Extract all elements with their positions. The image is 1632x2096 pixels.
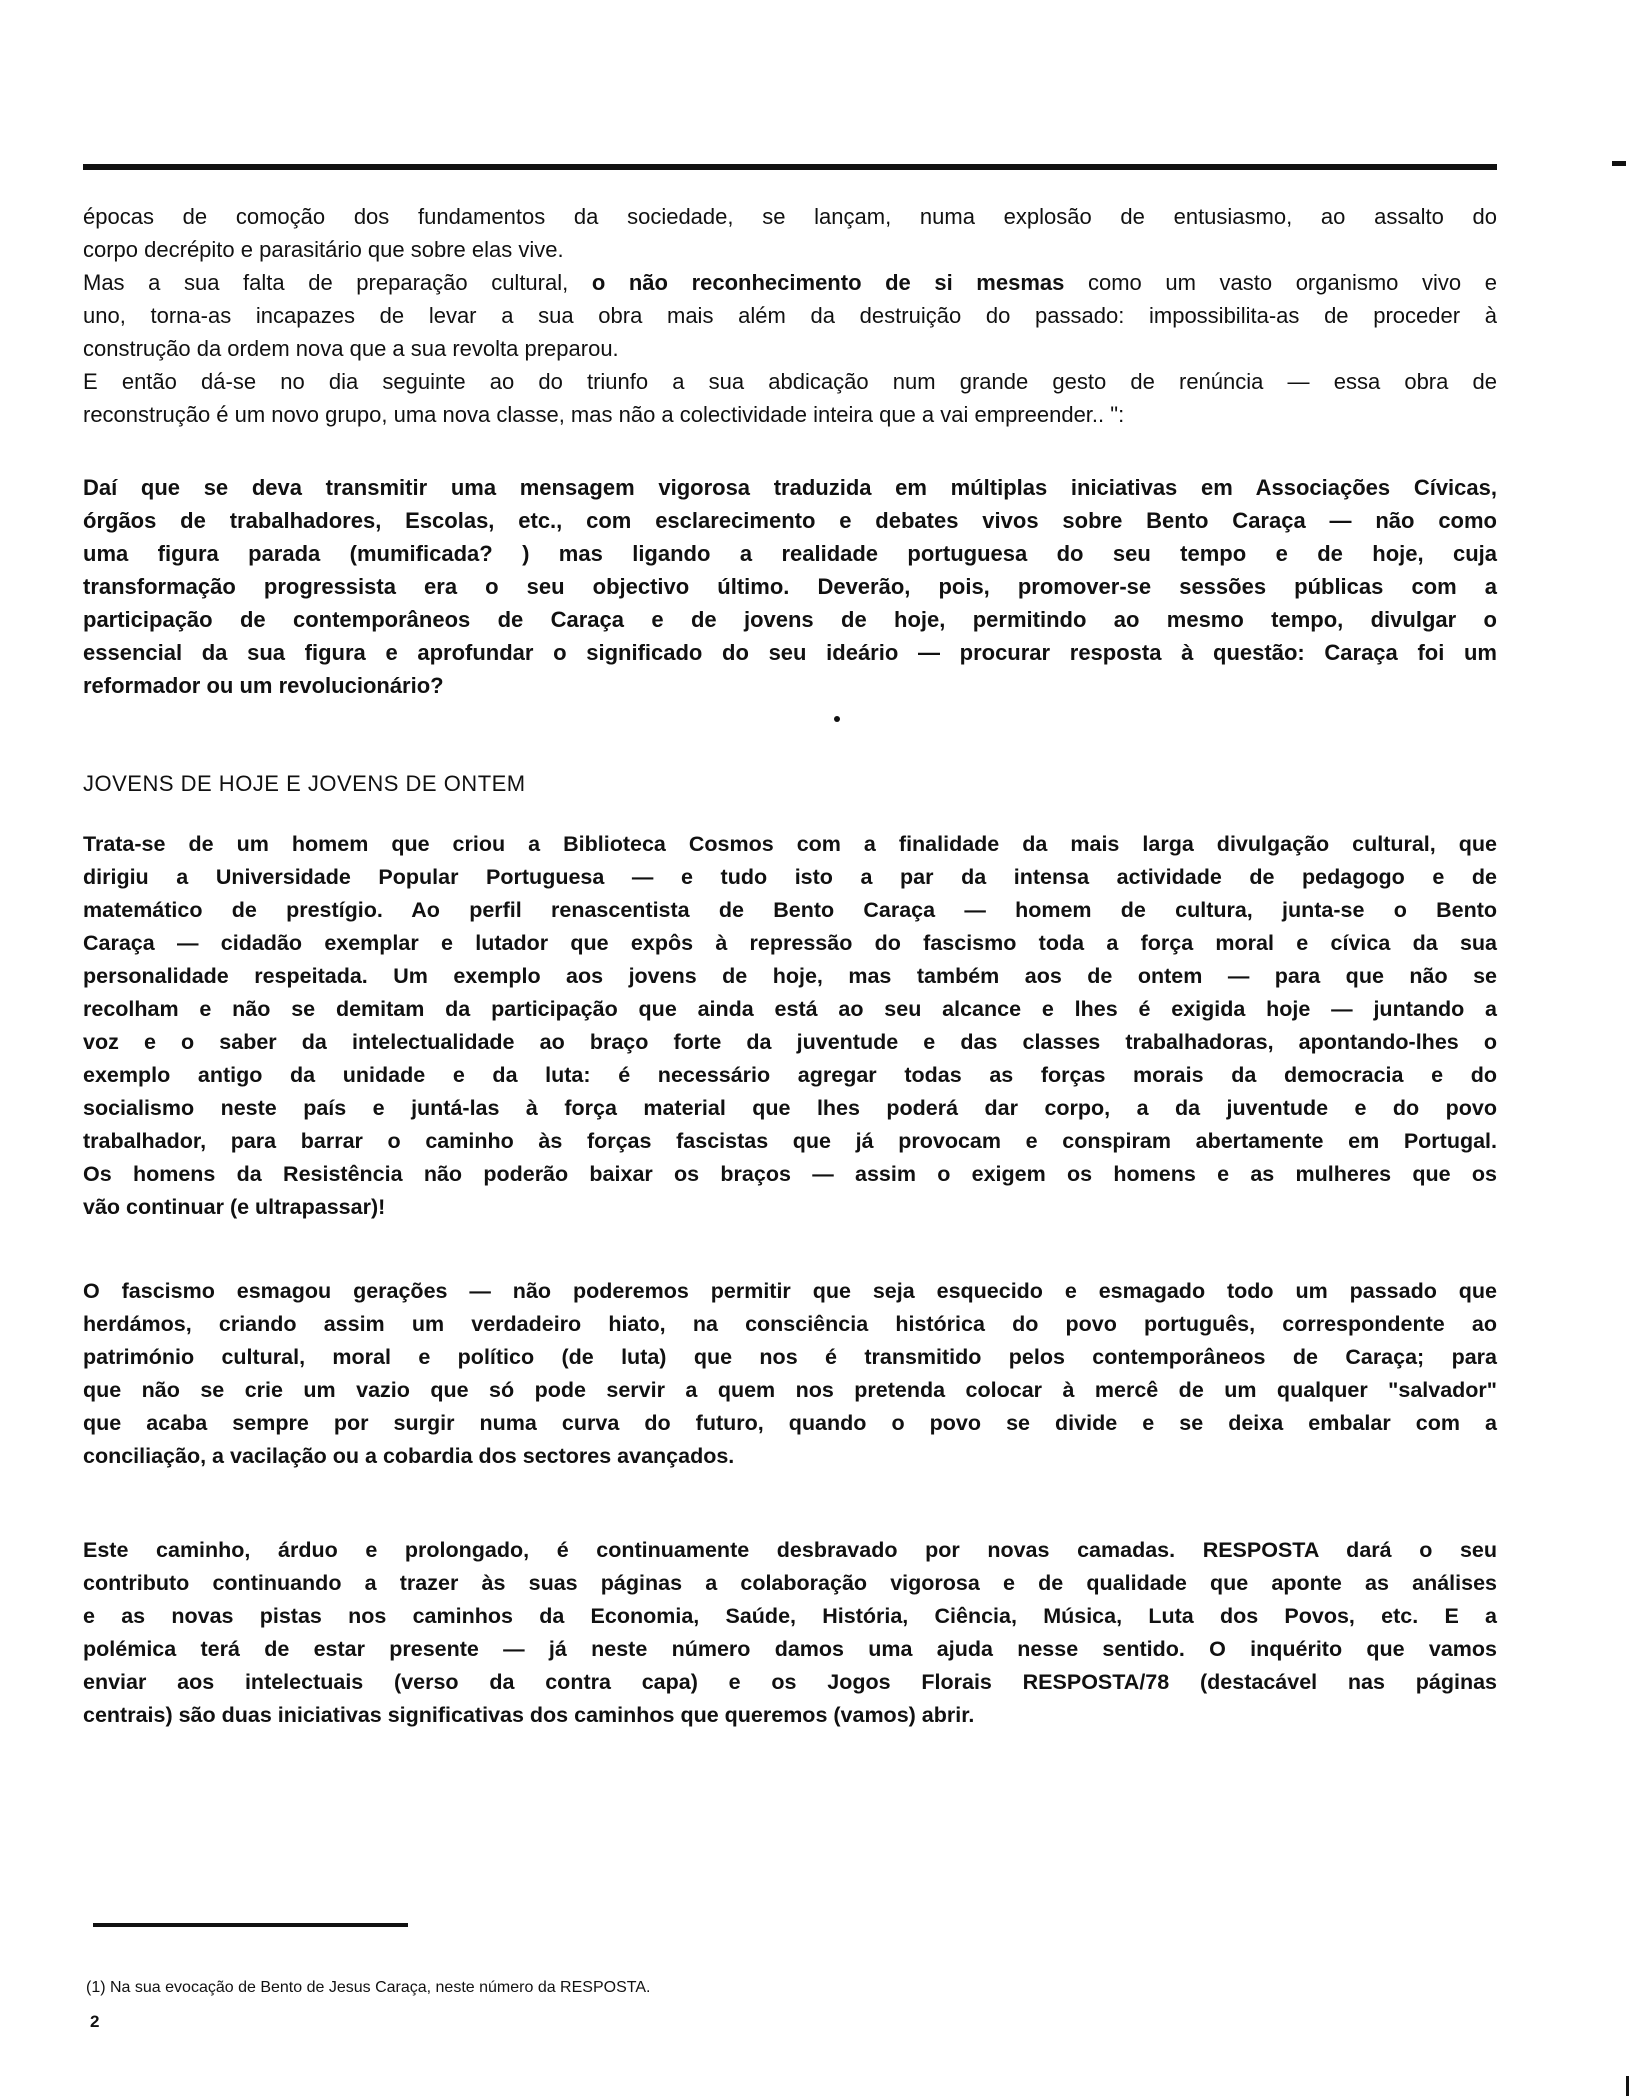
text-line: [83, 1666, 1497, 1699]
text-segment: participação de contemporâneos de Caraça e de jovens de hoje, permitindo ao mesmo tempo, divulgar o: [83, 607, 1497, 632]
text-segment: voz e o saber da intelectualidade ao braço forte da juventude e das classes trabalhadoras, apontando-lhes o: [83, 1030, 1497, 1054]
text-segment: construção da ordem nova que a sua revolta preparou.: [83, 336, 619, 361]
footnote: (1) Na sua evocação de Bento de Jesus Caraça, neste número da RESPOSTA.: [86, 1979, 651, 1996]
text-segment: dirigiu a Universidade Popular Portuguesa — e tudo isto a par da intensa actividade de pedagogo e de: [83, 865, 1497, 889]
fascismo-paragraph: [83, 1275, 1497, 1473]
text-line: [83, 537, 1497, 570]
text-segment: Os homens da Resistência não poderão baixar os braços — assim o exigem os homens e as mulheres que os: [83, 1162, 1497, 1186]
section-heading: JOVENS DE HOJE E JOVENS DE ONTEM: [83, 771, 526, 796]
footnote-rule: [93, 1923, 408, 1927]
text-segment: património cultural, moral e político (de luta) que nos é transmitido pelos contemporâneos de Caraça; para: [83, 1345, 1497, 1369]
text-line: [83, 570, 1497, 603]
text-segment: matemático de prestígio. Ao perfil renascentista de Bento Caraça — homem de cultura, junta-se o Bento: [83, 898, 1497, 922]
caminho-paragraph: [83, 1534, 1497, 1732]
text-line: [83, 365, 1497, 398]
text-segment: e as novas pistas nos caminhos da Economia, Saúde, História, Ciência, Música, Luta dos Povos, etc. E a: [83, 1604, 1497, 1628]
text-line: [83, 861, 1497, 894]
text-line: [83, 332, 1497, 365]
ink-speck: [834, 716, 840, 722]
text-line: [83, 299, 1497, 332]
text-line: [83, 1440, 1497, 1473]
text-segment: Este caminho, árduo e prolongado, é continuamente desbravado por novas camadas. RESPOSTA dará o seu: [83, 1538, 1497, 1562]
text-line: [83, 1534, 1497, 1567]
text-line: [83, 1699, 1497, 1732]
text-segment: socialismo neste país e juntá-las à força material que lhes poderá dar corpo, a da juventude e do povo: [83, 1096, 1497, 1120]
text-line: [83, 669, 1497, 702]
text-line: [83, 1158, 1497, 1191]
homem-paragraph: [83, 828, 1497, 1224]
text-line: [83, 960, 1497, 993]
text-segment: essencial da sua figura e aprofundar o significado do seu ideário — procurar resposta à questão: Caraça foi um: [83, 640, 1497, 665]
text-line: [83, 398, 1497, 431]
text-line: [83, 1125, 1497, 1158]
text-segment: E então dá-se no dia seguinte ao do triunfo a sua abdicação num grande gesto de renúncia — essa obra de: [83, 369, 1497, 394]
text-segment: enviar aos intelectuais (verso da contra capa) e os Jogos Florais RESPOSTA/78 (destacável nas páginas: [83, 1670, 1497, 1694]
text-segment: Caraça — cidadão exemplar e lutador que expôs à repressão do fascismo toda a força moral e cívica da sua: [83, 931, 1497, 955]
top-rule: [83, 164, 1497, 170]
text-segment: centrais) são duas iniciativas significativas dos caminhos que queremos (vamos) abrir.: [83, 1703, 975, 1727]
text-segment: Trata-se de um homem que criou a Biblioteca Cosmos com a finalidade da mais larga divulgação cultural, que: [83, 832, 1497, 856]
text-segment: trabalhador, para barrar o caminho às forças fascistas que já provocam e conspiram abertamente em Portugal.: [83, 1129, 1497, 1153]
text-line: [83, 471, 1497, 504]
text-segment: que não se crie um vazio que só pode servir a quem nos pretenda colocar à mercê de um qualquer "salvador": [83, 1378, 1497, 1402]
quote-continuation-paragraph: [83, 200, 1497, 431]
text-segment: exemplo antigo da unidade e da luta: é necessário agregar todas as forças morais da democracia e do: [83, 1063, 1497, 1087]
text-line: [83, 1341, 1497, 1374]
text-segment: uma figura parada (mumificada? ) mas ligando a realidade portuguesa do seu tempo e de hoje, cuja: [83, 541, 1497, 566]
message-paragraph: [83, 471, 1497, 702]
text-line: [83, 636, 1497, 669]
margin-mark: [1612, 161, 1626, 166]
text-line: [83, 894, 1497, 927]
text-segment: conciliação, a vacilação ou a cobardia dos sectores avançados.: [83, 1444, 735, 1468]
text-segment: como um vasto organismo vivo e: [1064, 270, 1497, 295]
text-segment: O fascismo esmagou gerações — não poderemos permitir que seja esquecido e esmagado todo um passado que: [83, 1279, 1497, 1303]
text-segment: reconstrução é um novo grupo, uma nova classe, mas não a colectividade inteira que a vai empreender.. ":: [83, 402, 1125, 427]
text-line: [83, 233, 1497, 266]
text-line: [83, 1092, 1497, 1125]
text-line: [83, 1059, 1497, 1092]
text-line: [83, 1600, 1497, 1633]
text-segment: vão continuar (e ultrapassar)!: [83, 1195, 386, 1219]
text-segment: reformador ou um revolucionário?: [83, 673, 444, 698]
text-line: [83, 1567, 1497, 1600]
text-segment: épocas de comoção dos fundamentos da sociedade, se lançam, numa explosão de entusiasmo, ao assalto do: [83, 204, 1497, 229]
text-segment: personalidade respeitada. Um exemplo aos jovens de hoje, mas também aos de ontem — para que não se: [83, 964, 1497, 988]
text-segment: polémica terá de estar presente — já neste número damos uma ajuda nesse sentido. O inquérito que vamos: [83, 1637, 1497, 1661]
text-segment: Daí que se deva transmitir uma mensagem vigorosa traduzida em múltiplas iniciativas em Associações Cívicas,: [83, 475, 1497, 500]
text-line: [83, 1374, 1497, 1407]
text-line: [83, 504, 1497, 537]
text-line: [83, 1407, 1497, 1440]
text-segment: órgãos de trabalhadores, Escolas, etc., com esclarecimento e debates vivos sobre Bento Caraça — não como: [83, 508, 1497, 533]
text-segment: que acaba sempre por surgir numa curva do futuro, quando o povo se divide e se deixa embalar com a: [83, 1411, 1497, 1435]
text-line: [83, 828, 1497, 861]
text-line: [83, 266, 1497, 299]
text-line: [83, 1275, 1497, 1308]
text-segment: corpo decrépito e parasitário que sobre elas vive.: [83, 237, 564, 262]
text-line: [83, 1308, 1497, 1341]
text-segment: uno, torna-as incapazes de levar a sua obra mais além da destruição do passado: impossibilita-as de proceder à: [83, 303, 1497, 328]
text-line: [83, 603, 1497, 636]
text-line: [83, 1026, 1497, 1059]
emphasis-text: o não reconhecimento de si mesmas: [591, 270, 1065, 295]
text-line: [83, 1633, 1497, 1666]
text-line: [83, 1191, 1497, 1224]
text-line: [83, 927, 1497, 960]
margin-mark-bottom: [1626, 2076, 1629, 2096]
text-segment: recolham e não se demitam da participação que ainda está ao seu alcance e lhes é exigida hoje — juntando a: [83, 997, 1497, 1021]
text-segment: transformação progressista era o seu objectivo último. Deverão, pois, promover-se sessões públicas com a: [83, 574, 1497, 599]
text-line: [83, 993, 1497, 1026]
text-segment: contributo continuando a trazer às suas páginas a colaboração vigorosa e de qualidade que aponte as análises: [83, 1571, 1497, 1595]
page-number: 2: [90, 2012, 100, 2031]
text-line: [83, 200, 1497, 233]
text-segment: Mas a sua falta de preparação cultural,: [83, 270, 592, 295]
text-segment: herdámos, criando assim um verdadeiro hiato, na consciência histórica do povo português, correspondente ao: [83, 1312, 1497, 1336]
